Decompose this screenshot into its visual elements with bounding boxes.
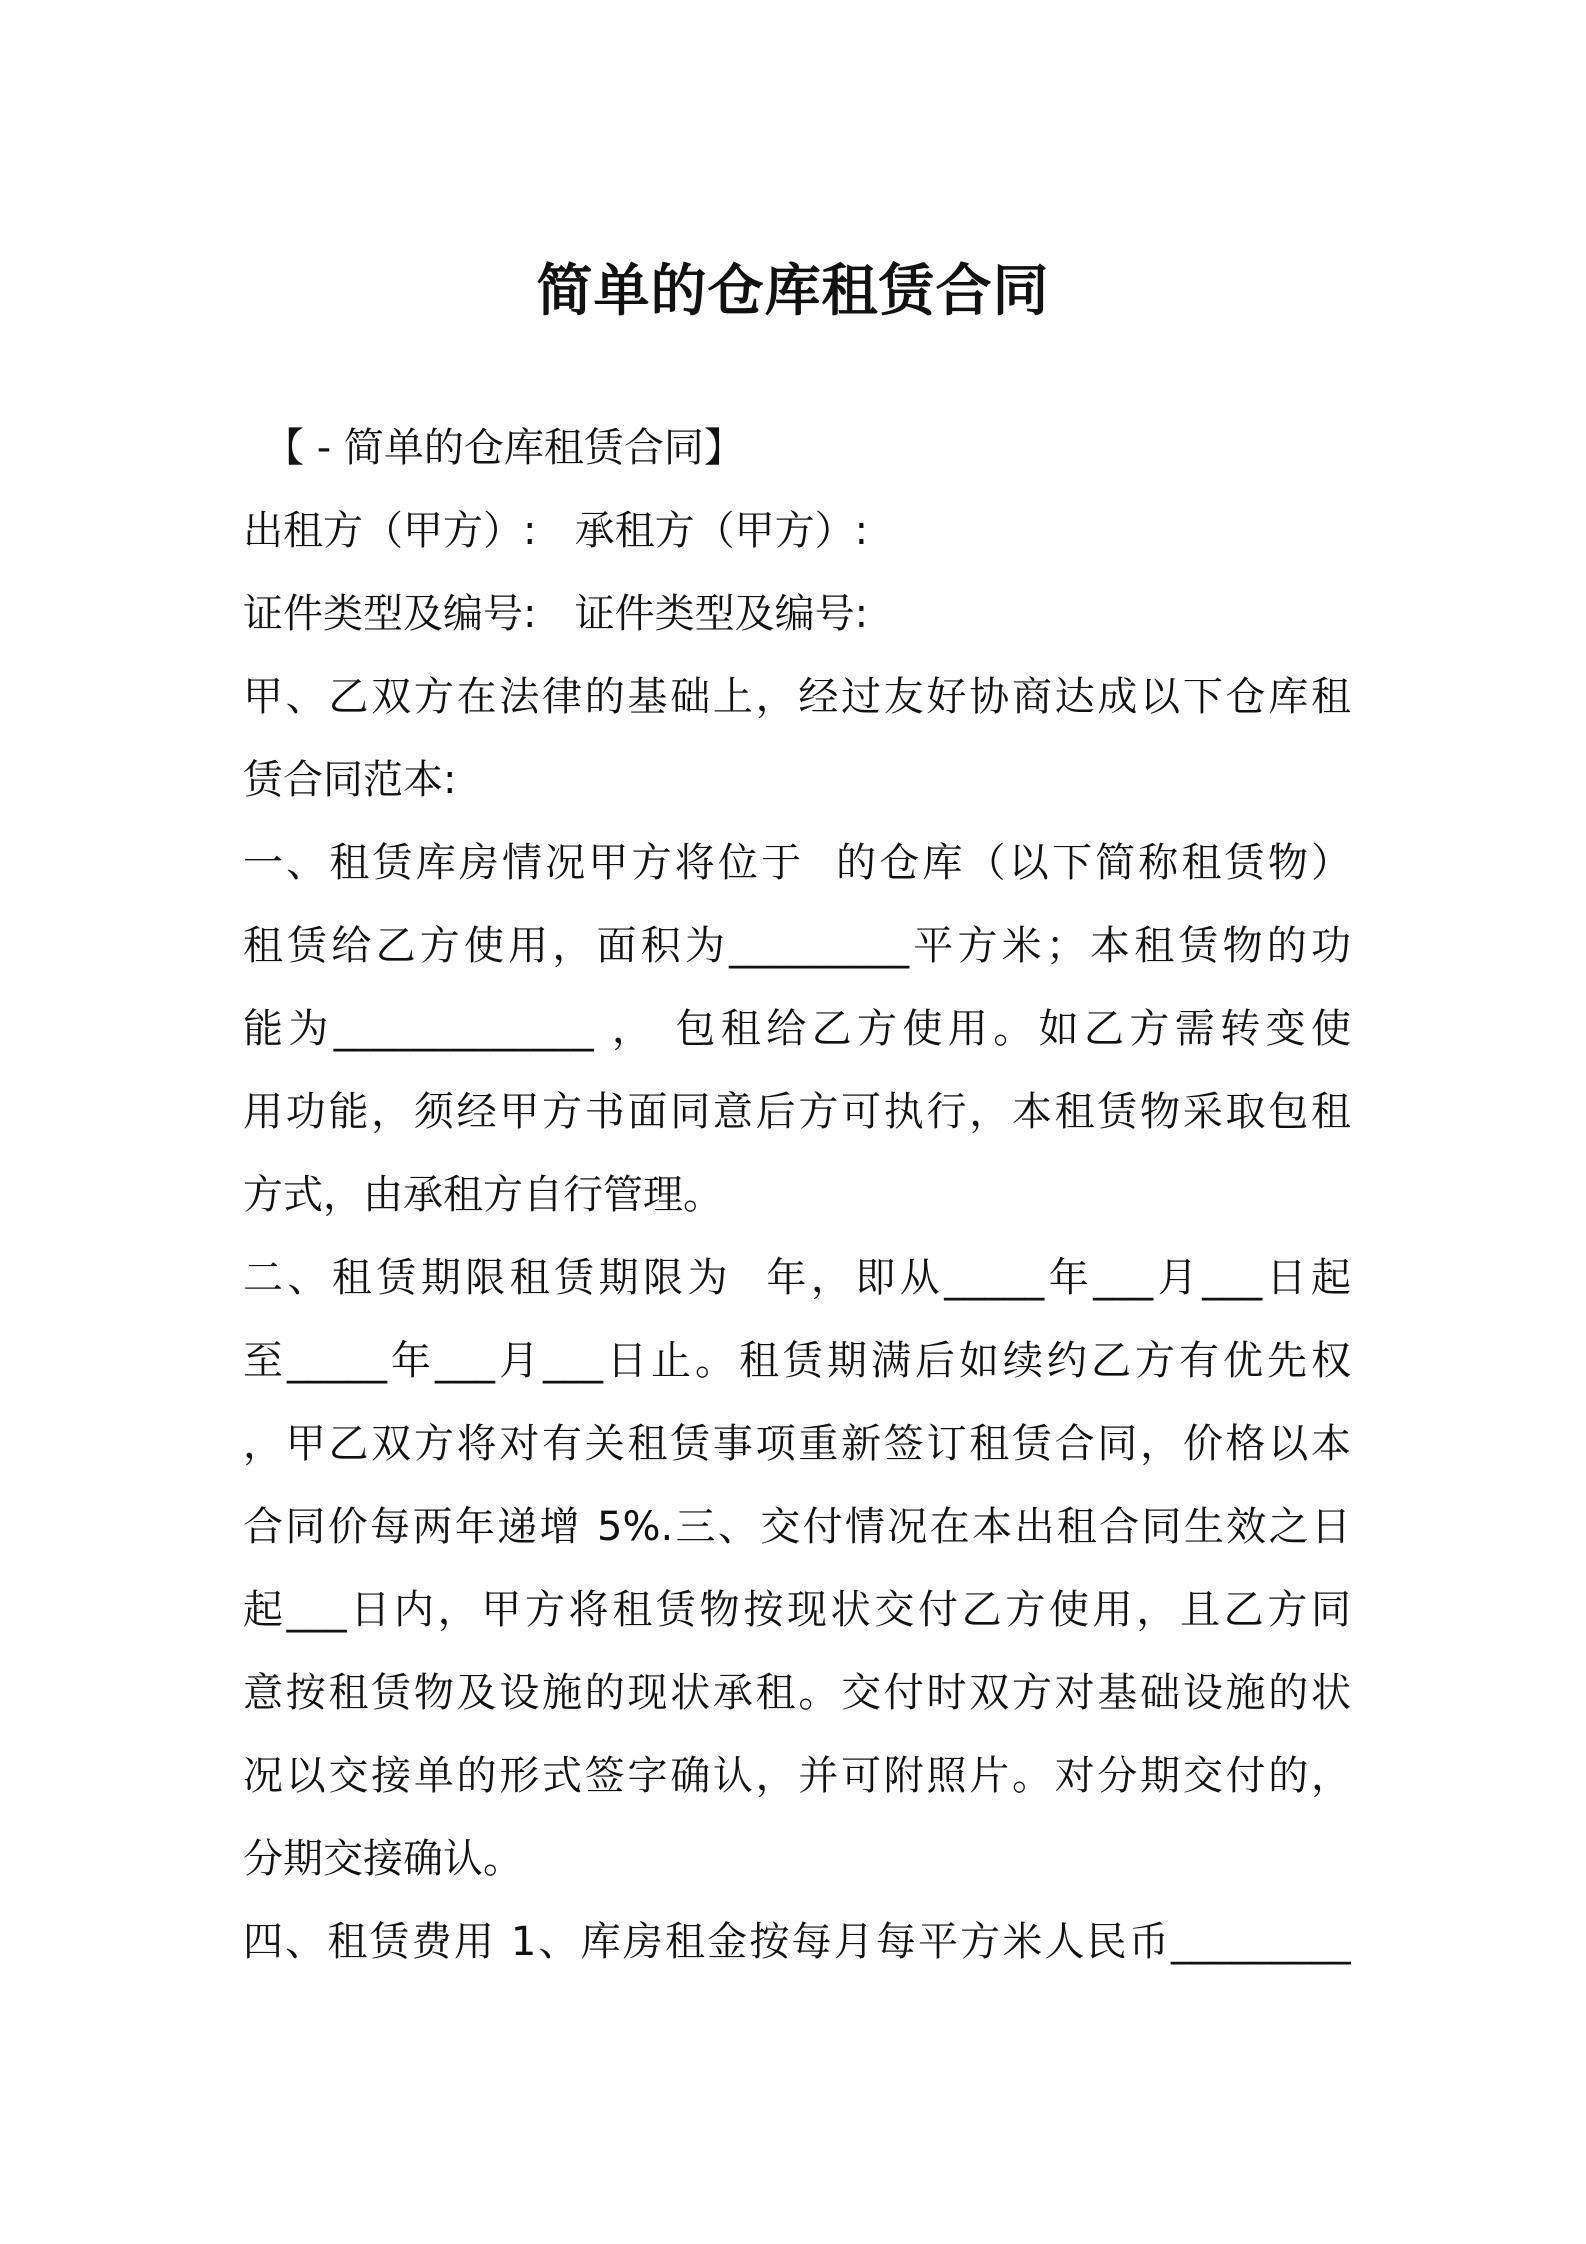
paragraph-line: 二、租赁期限租赁期限为 年，即从_____年___月___日起 <box>243 1255 1351 1301</box>
paragraph-line: 况以交接单的形式签字确认，并可附照片。对分期交付的， <box>243 1753 1351 1799</box>
paragraph-line: 起___日内，甲方将租赁物按现状交付乙方使用，且乙方同 <box>243 1587 1351 1633</box>
paragraph-line: ，甲乙双方将对有关租赁事项重新签订租赁合同，价格以本 <box>243 1421 1351 1467</box>
party-names-line: 出租方（甲方）: 承租方（甲方）: <box>243 508 869 554</box>
paragraph-line: 用功能，须经甲方书面同意后方可执行，本租赁物采取包租 <box>243 1089 1351 1135</box>
paragraph-line: 意按租赁物及设施的现状承租。交付时双方对基础设施的状 <box>243 1670 1351 1716</box>
paragraph-line: 合同价每两年递增 5%.三、交付情况在本出租合同生效之日 <box>243 1504 1351 1550</box>
document-subtitle-line: 【 - 简单的仓库租赁合同】 <box>264 425 744 471</box>
id-type-line: 证件类型及编号: 证件类型及编号: <box>243 591 869 637</box>
paragraph-line: 方式，由承租方自行管理。 <box>243 1172 723 1218</box>
paragraph-line: 租赁给乙方使用，面积为_________平方米；本租赁物的功 <box>243 923 1351 969</box>
paragraph-line: 甲、乙双方在法律的基础上，经过友好协商达成以下仓库租 <box>243 674 1351 720</box>
paragraph-line: 至_____年___月___日止。租赁期满后如续约乙方有优先权 <box>243 1338 1351 1384</box>
paragraph-line: 能为_____________ ， 包租给乙方使用。如乙方需转变使 <box>243 1006 1351 1052</box>
paragraph-line: 一、租赁库房情况甲方将位于 的仓库（以下简称租赁物） <box>243 840 1351 886</box>
document-body <box>243 407 1351 1984</box>
paragraph-line: 分期交接确认。 <box>243 1836 523 1882</box>
document-title: 简单的仓库租赁合同 <box>536 259 1050 324</box>
paragraph-line: 赁合同范本: <box>243 757 457 803</box>
paragraph-line: 四、租赁费用 1、库房租金按每月每平方米人民币_________ <box>243 1919 1351 1965</box>
